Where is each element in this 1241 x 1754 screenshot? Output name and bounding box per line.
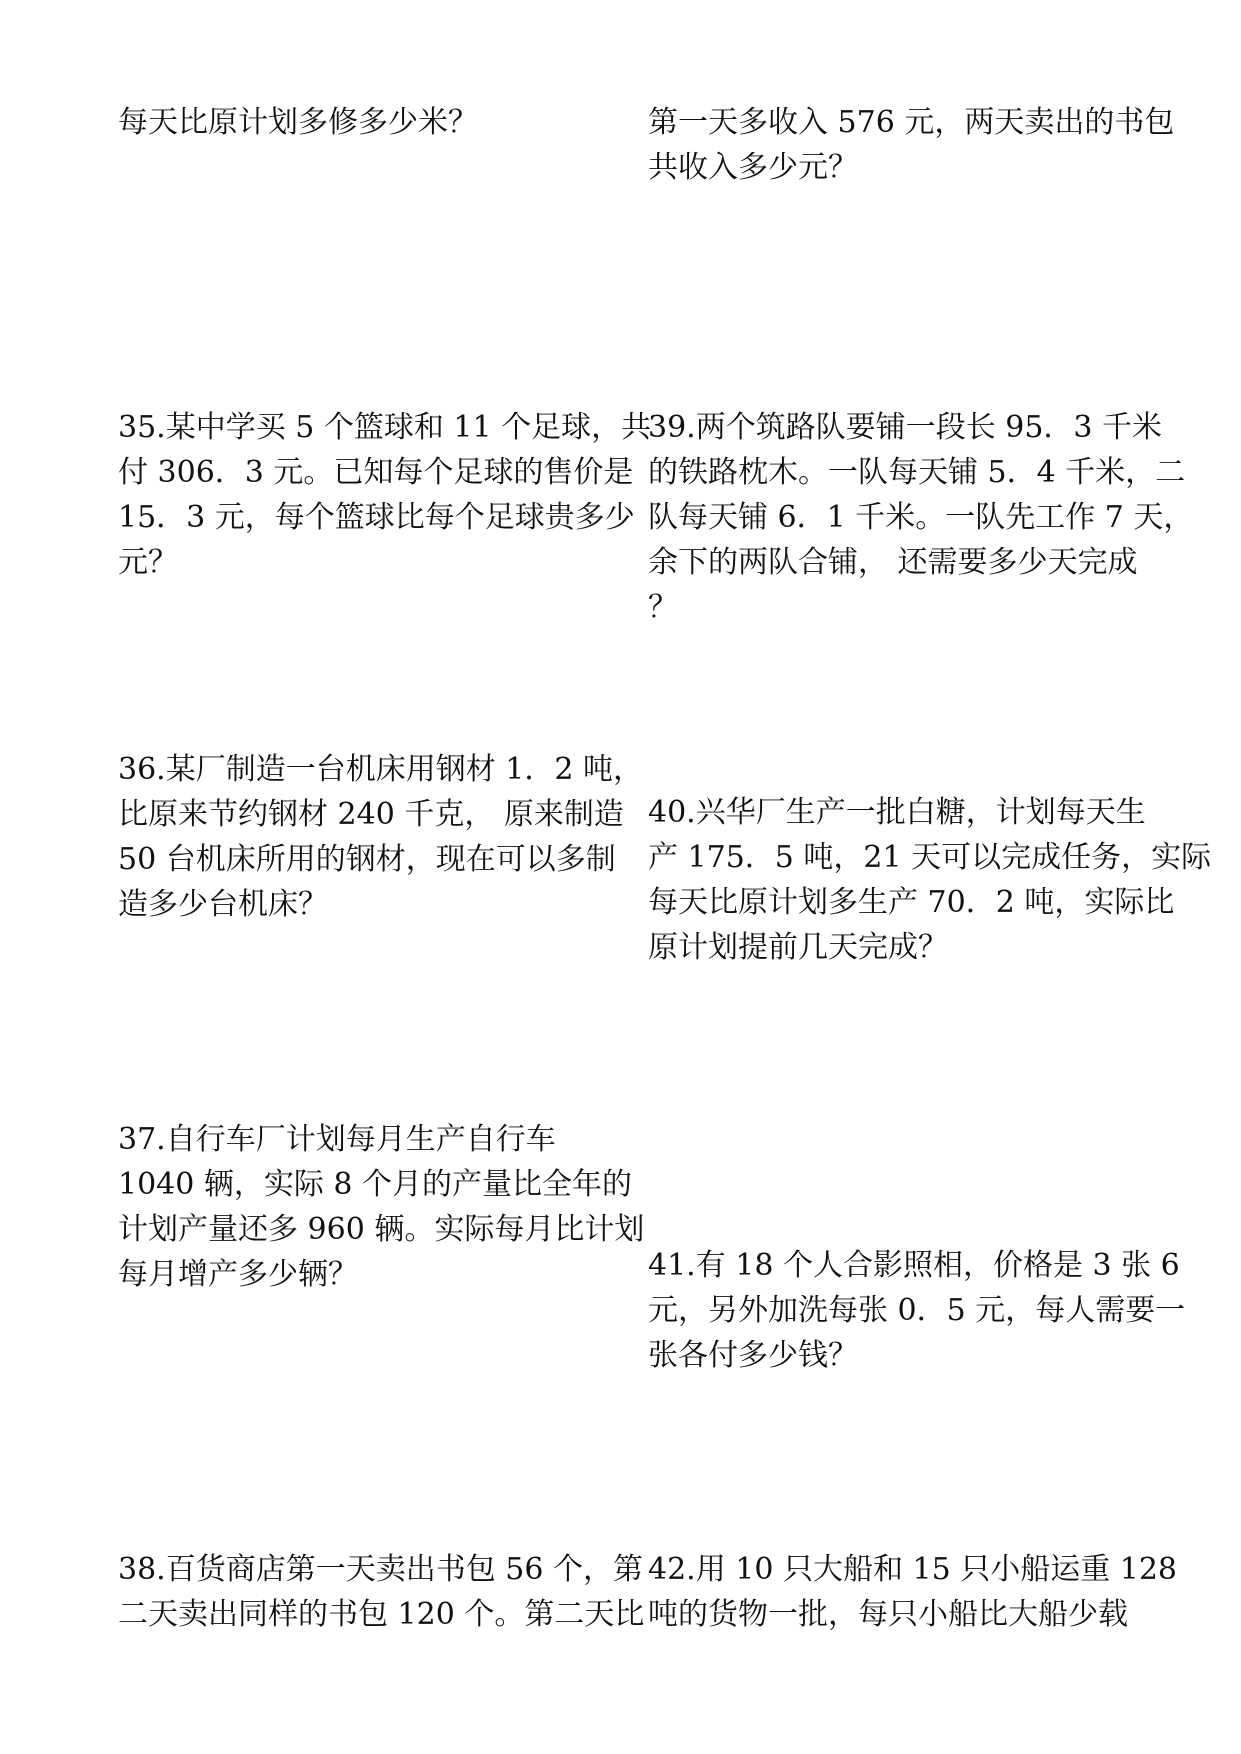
text-line: 每月增产多少辆？: [118, 1257, 358, 1292]
text-line: 36.某厂制造一台机床用钢材 1．2 吨，: [118, 752, 643, 787]
text-line: 每天比原计划多修多少米？: [118, 105, 478, 140]
text-line: 计划产量还多 960 辆。实际每月比计划: [118, 1212, 645, 1247]
question-40: [648, 790, 1212, 970]
question-39: [648, 405, 1194, 630]
question-37: [118, 1117, 645, 1297]
text-line: 每天比原计划多生产 70．2 吨，实际比: [648, 885, 1175, 920]
text-line: 40.兴华厂生产一批白糖，计划每天生: [648, 795, 1146, 830]
text-line: 原计划提前几天完成？: [648, 930, 948, 965]
text-line: 共收入多少元？: [648, 150, 858, 185]
question-38: [118, 1547, 645, 1637]
text-line: 35.某中学买 5 个篮球和 11 个足球，共: [118, 410, 652, 445]
text-line: 50 台机床所用的钢材，现在可以多制: [118, 842, 616, 877]
text-line: 41.有 18 个人合影照相，价格是 3 张 6: [648, 1248, 1180, 1283]
text-line: 比原来节约钢材 240 千克， 原来制造: [118, 797, 624, 832]
text-line: 元，另外加洗每张 0．5 元，每人需要一: [648, 1293, 1186, 1328]
text-line: 吨的货物一批，每只小船比大船少载: [648, 1597, 1128, 1632]
text-line: 1040 辆，实际 8 个月的产量比全年的: [118, 1167, 633, 1202]
text-line: 15．3 元，每个篮球比每个足球贵多少: [118, 500, 635, 535]
text-line: 37.自行车厂计划每月生产自行车: [118, 1122, 556, 1157]
question-41: [648, 1243, 1186, 1378]
question-36: [118, 747, 643, 927]
text-line: 余下的两队合铺， 还需要多少天完成: [648, 545, 1138, 580]
question-38-continuation: [648, 100, 1175, 190]
text-line: 付 306．3 元。已知每个足球的售价是: [118, 455, 634, 490]
text-line: 38.百货商店第一天卖出书包 56 个，第: [118, 1552, 643, 1587]
text-line: 39.两个筑路队要铺一段长 95．3 千米: [648, 410, 1163, 445]
text-line: 42.用 10 只大船和 15 只小船运重 128: [648, 1552, 1177, 1587]
question-42: [648, 1547, 1177, 1637]
text-line: 产 175．5 吨，21 天可以完成任务，实际: [648, 840, 1212, 875]
text-line: 的铁路枕木。一队每天铺 5．4 千米，二: [648, 455, 1186, 490]
text-line: 队每天铺 6．1 千米。一队先工作 7 天，: [648, 500, 1194, 535]
text-line: 第一天多收入 576 元，两天卖出的书包: [648, 105, 1175, 140]
text-line: ？: [648, 590, 678, 625]
text-line: 二天卖出同样的书包 120 个。第二天比: [118, 1597, 645, 1632]
text-line: 元？: [118, 545, 178, 580]
question-34-continuation: [118, 100, 608, 145]
text-line: 张各付多少钱？: [648, 1338, 858, 1373]
text-line: 造多少台机床？: [118, 887, 328, 922]
question-35: [118, 405, 652, 585]
